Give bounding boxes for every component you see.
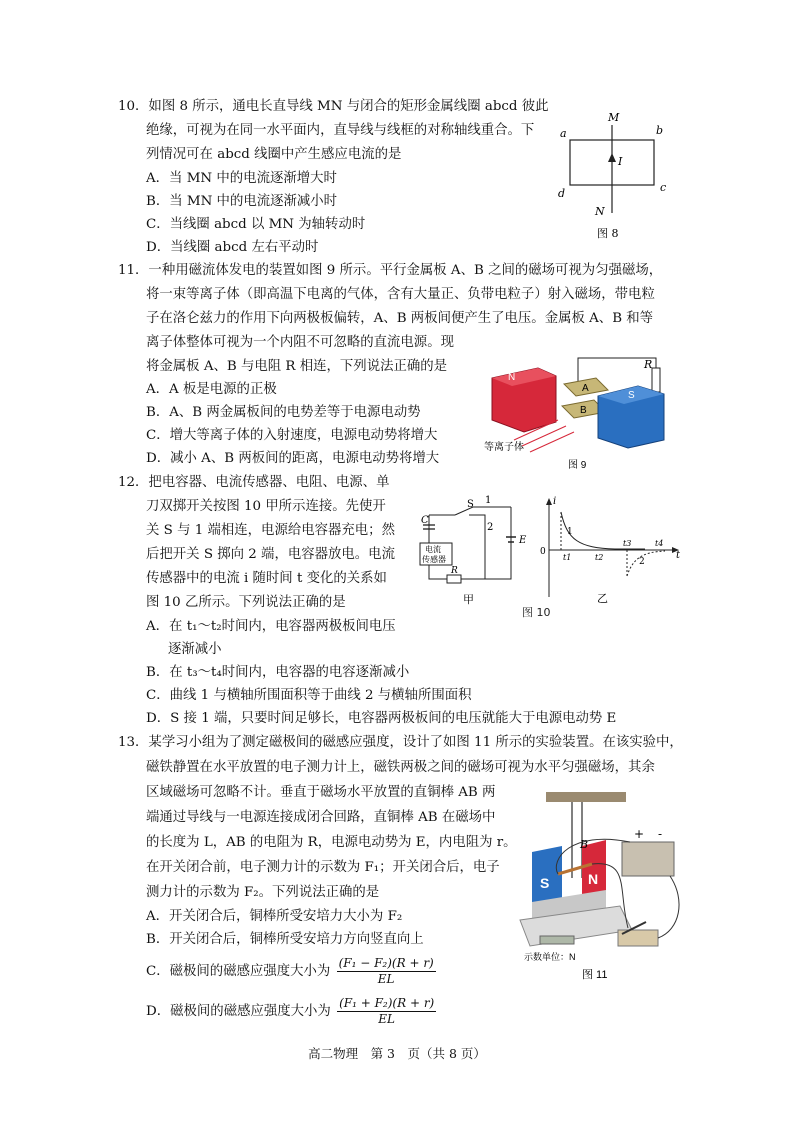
- label-n-pole: N: [508, 372, 516, 383]
- wire-source-loop: [485, 507, 511, 579]
- wire-battery-to-switch: [658, 876, 679, 938]
- label-plate-b: B: [580, 405, 587, 416]
- q13-line-5: 的长度为 L，AB 的电阻为 R，电源电动势为 E，内电阻为 r。: [146, 835, 517, 850]
- q13-option-d: [146, 996, 436, 1027]
- label-t3: t3: [623, 539, 632, 548]
- fraction-c-numerator: (F₁ − F₂)(R + r): [338, 956, 434, 970]
- label-jia: 甲: [463, 593, 474, 606]
- label-r: R: [451, 566, 458, 576]
- label-plasma: 等离子体: [484, 442, 524, 453]
- label-a: a: [560, 127, 567, 140]
- label-yi: 乙: [597, 592, 608, 605]
- q12-option-a-cont: 逐渐减小: [168, 642, 222, 657]
- label-i: I: [618, 155, 623, 168]
- q11-line-2: 将一束等离子体（即高温下电离的气体，含有大量正、负带电粒子）射入磁场，带电粒: [146, 287, 655, 302]
- unit-label: 示数单位：N: [524, 952, 576, 962]
- q12-option-c: C．曲线 1 与横轴所围面积等于曲线 2 与横轴所围面积: [146, 688, 472, 703]
- label-m: M: [608, 111, 620, 124]
- q10-option-d: D．当线圈 abcd 左右平动时: [146, 240, 319, 255]
- q10-option-b: B．当 MN 中的电流逐渐减小时: [146, 194, 338, 209]
- q12-option-a: A．在 t₁～t₂时间内，电容器两极板间电压: [146, 619, 396, 634]
- figure-8-caption: 图 8: [597, 227, 619, 240]
- fraction-c-denominator: EL: [377, 972, 395, 986]
- q13-option-b: B．开关闭合后，铜棒所受安培力方向竖直向上: [146, 932, 424, 947]
- label-n: N: [595, 205, 605, 218]
- q12-line-1: 12．把电容器、电流传感器、电阻、电源、单: [118, 475, 390, 490]
- q11-line-4: 离子体整体可视为一个内阻不可忽略的直流电源。现: [146, 335, 454, 350]
- figure-11-caption: 图 11: [582, 969, 608, 981]
- q13-option-c: [146, 956, 436, 987]
- scale-display: [540, 936, 574, 944]
- q13-option-c-text: C．磁极间的磁感应强度大小为: [146, 964, 331, 979]
- label-e: E: [519, 535, 527, 546]
- q11-option-c: C．增大等离子体的入射速度，电源电动势将增大: [146, 428, 438, 443]
- q10-line-3: 列情况可在 abcd 线圈中产生感应电流的是: [146, 147, 402, 162]
- label-s: S: [467, 499, 474, 510]
- q13-line-7: 测力计的示数为 F₂。下列说法正确的是: [146, 885, 380, 900]
- fraction-d-numerator: (F₁ + F₂)(R + r): [339, 996, 435, 1010]
- label-r: R: [644, 358, 653, 371]
- label-t1: t1: [563, 553, 572, 562]
- resistor-r: [447, 575, 461, 583]
- label-b: B: [580, 838, 589, 851]
- label-t2: t2: [595, 553, 604, 562]
- support-beam: [546, 792, 626, 802]
- label-s-pole: S: [628, 390, 635, 401]
- figure-9-caption: 图 9: [568, 460, 587, 471]
- q10-option-c: C．当线圈 abcd 以 MN 为轴转动时: [146, 217, 366, 232]
- sensor-label-2: 传感器: [422, 555, 446, 564]
- figure-11-apparatus: [510, 790, 690, 985]
- curve-2: [627, 551, 665, 576]
- q13-line-6: 在开关闭合前，电子测力计的示数为 F₁；开关闭合后，电子: [146, 860, 500, 875]
- label-s-pole: S: [540, 875, 550, 891]
- q13-line-3: 区域磁场可忽略不计。垂直于磁场水平放置的直铜棒 AB 两: [146, 785, 496, 800]
- label-i: i: [553, 496, 557, 507]
- figure-10-jia-circuit: [415, 495, 535, 610]
- label-2: 2: [487, 522, 494, 533]
- q12-line-2: 刀双掷开关按图 10 甲所示连接。先使开: [146, 499, 386, 514]
- q11-line-3: 子在洛仑兹力的作用下向两极板偏转，A、B 两板间便产生了电压。金属板 A、B 和等: [146, 311, 654, 326]
- battery-pack: [622, 842, 674, 876]
- figure-10-yi-graph: [535, 492, 685, 607]
- i-axis-arrow-icon: [546, 498, 552, 505]
- label-c: C: [421, 515, 429, 526]
- current-arrow-icon: [608, 153, 616, 162]
- label-d: d: [558, 187, 566, 200]
- q12-line-3: 关 S 与 1 端相连，电源给电容器充电；然: [146, 523, 395, 538]
- label-zero: 0: [540, 547, 546, 557]
- q12-line-4: 后把开关 S 掷向 2 端，电容器放电。电流: [146, 547, 395, 562]
- q11-option-d: D．减小 A、B 两板间的距离，电源电动势将增大: [146, 451, 440, 466]
- label-plate-a: A: [582, 383, 589, 394]
- q12-line-6: 图 10 乙所示。下列说法正确的是: [146, 595, 346, 610]
- q13-line-1: 13．某学习小组为了测定磁极间的磁感应强度，设计了如图 11 所示的实验装置。在该实验中，: [118, 735, 683, 750]
- fraction-d: [337, 996, 436, 1027]
- q11-option-b: B．A、B 两金属板间的电势差等于电源电动势: [146, 405, 421, 420]
- q11-line-5: 将金属板 A、B 与电阻 R 相连，下列说法正确的是: [146, 359, 448, 374]
- q10-option-a: A．当 MN 中的电流逐渐增大时: [146, 171, 337, 186]
- figure-10-caption: 图 10: [522, 606, 551, 619]
- label-c: c: [660, 181, 667, 194]
- label-curve-2: 2: [639, 557, 645, 567]
- q12-line-5: 传感器中的电流 i 随时间 t 变化的关系如: [146, 571, 387, 586]
- label-b: b: [656, 124, 664, 137]
- q13-option-a: A．开关闭合后，铜棒所受安培力大小为 F₂: [146, 909, 403, 924]
- q11-line-1: 11．一种用磁流体发电的装置如图 9 所示。平行金属板 A、B 之间的磁场可视为匀强磁场，: [118, 263, 663, 278]
- q13-line-4: 端通过导线与一电源连接成闭合回路，直铜棒 AB 在磁场中: [146, 810, 496, 825]
- label-plus: +: [634, 827, 645, 841]
- sensor-label-1: 电流: [425, 545, 441, 554]
- page-footer: 高二物理 第 3 页（共 8 页）: [308, 1046, 486, 1061]
- q12-option-d: D．S 接 1 端，只要时间足够长，电容器两极板间的电压就能大于电源电动势 E: [146, 711, 617, 726]
- q13-option-d-text: D．磁极间的磁感应强度大小为: [146, 1004, 331, 1019]
- curve-1: [561, 512, 645, 549]
- q10-line-2: 绝缘，可视为在同一水平面内，直导线与线框的对称轴线重合。下: [146, 123, 535, 138]
- q12-option-b: B．在 t₃～t₄时间内，电容器的电容逐渐减小: [146, 665, 410, 680]
- label-curve-1: 1: [567, 527, 573, 537]
- fraction-c: [337, 956, 436, 987]
- label-1: 1: [485, 495, 492, 506]
- figure-8-coil-diagram: [555, 105, 675, 245]
- figure-9-mhd-generator: [478, 340, 678, 475]
- label-t: t: [676, 550, 681, 561]
- label-t4: t4: [655, 539, 664, 548]
- q10-line-1: 10．如图 8 所示，通电长直导线 MN 与闭合的矩形金属线圈 abcd 彼此: [118, 99, 549, 114]
- label-minus: -: [658, 827, 663, 841]
- fraction-d-denominator: EL: [378, 1012, 396, 1026]
- label-n-pole: N: [588, 871, 599, 887]
- q11-option-a: A．A 板是电源的正极: [146, 382, 277, 397]
- resistor-r: [652, 368, 660, 392]
- q13-line-2: 磁铁静置在水平放置的电子测力计上，磁铁两极之间的磁场可视为水平匀强磁场，其余: [146, 760, 655, 775]
